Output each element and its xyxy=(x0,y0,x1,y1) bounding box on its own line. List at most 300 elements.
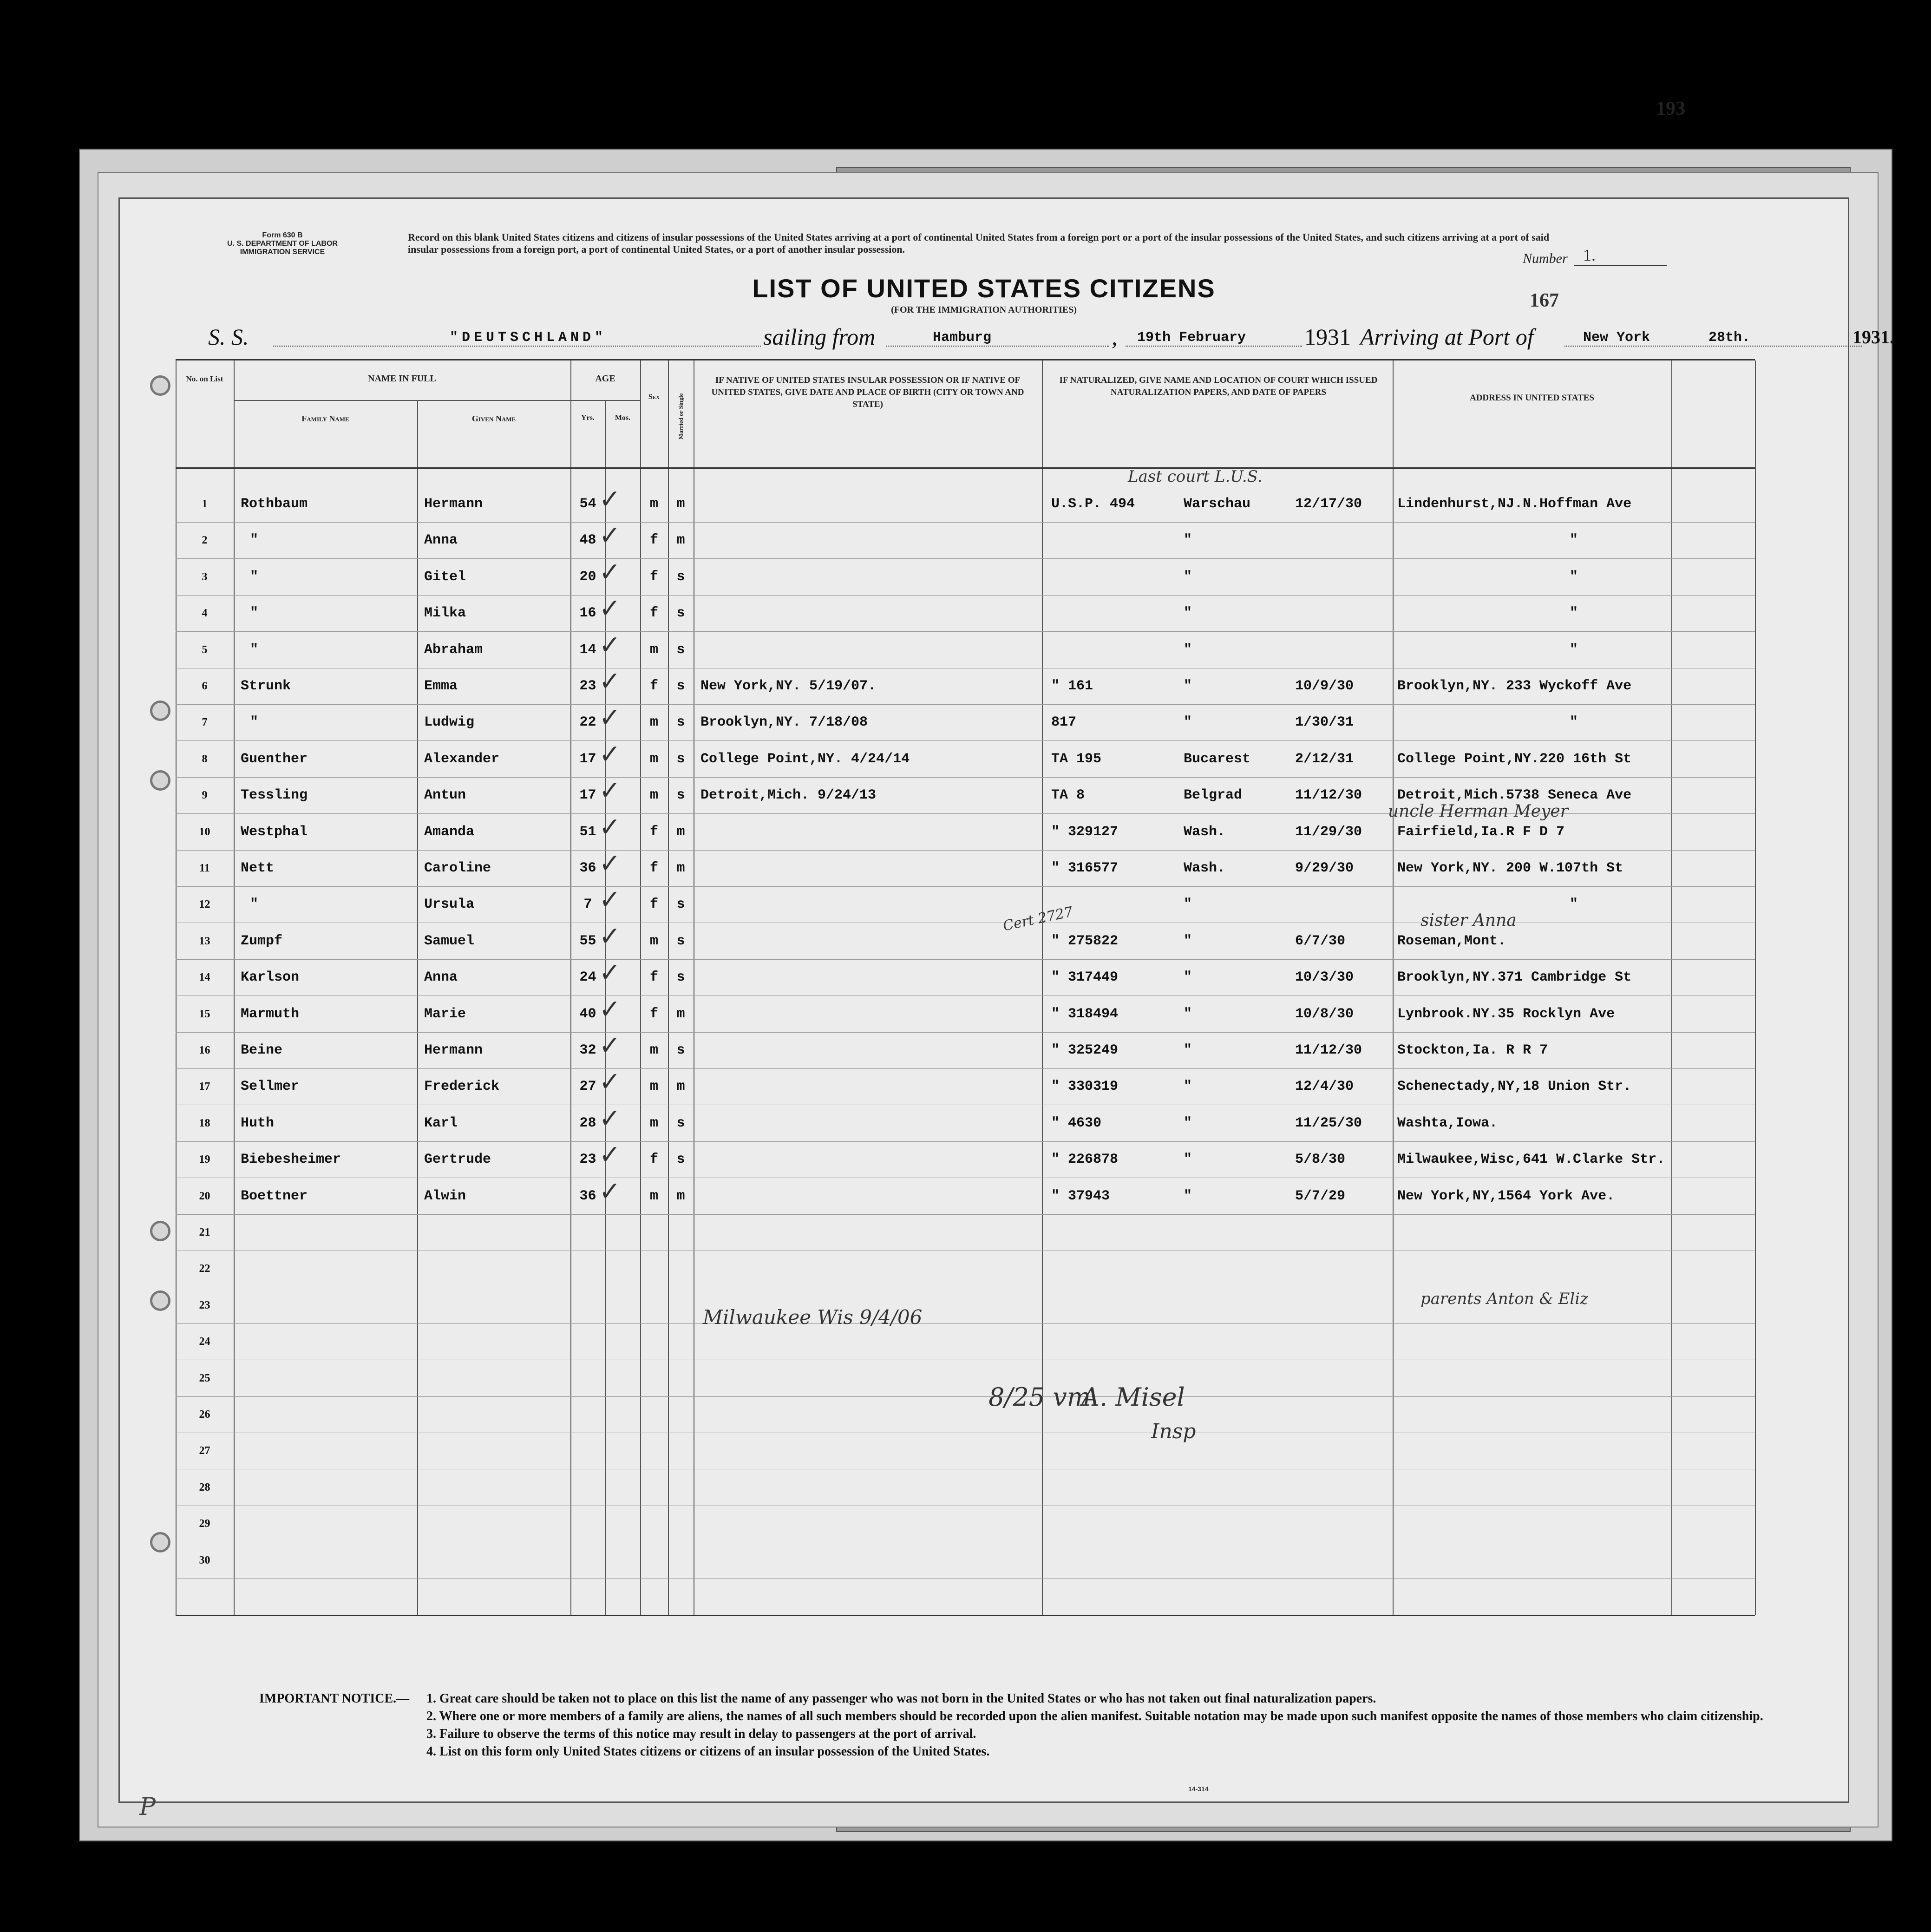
cell-family: Huth xyxy=(241,1115,275,1131)
cell-ms: s xyxy=(676,605,685,622)
table-row xyxy=(176,668,1755,705)
cell-given: Anna xyxy=(424,532,458,549)
notice-heading: IMPORTANT NOTICE.— xyxy=(259,1691,410,1706)
cell-nat-court: " xyxy=(1184,714,1192,731)
header-naturalized: IF NATURALIZED, GIVE NAME AND LOCATION OF COURT WHICH ISSUED NATURALIZATION PAPERS, AND DATE OF PAPERS xyxy=(1059,375,1378,397)
cell-no: 19 xyxy=(199,1153,210,1166)
header-given-name: Given Name xyxy=(471,414,516,423)
cell-no: 16 xyxy=(199,1044,210,1056)
cell-family: " xyxy=(250,532,259,549)
cell-family: Karlson xyxy=(241,969,300,986)
table-row xyxy=(176,1323,1755,1360)
header-address: ADDRESS IN UNITED STATES xyxy=(1469,393,1594,403)
cell-address: New York,NY,1564 York Ave. xyxy=(1397,1188,1615,1204)
cell-sex: m xyxy=(649,1042,658,1058)
cell-no: 8 xyxy=(202,753,208,765)
check-mark-icon: ✓ xyxy=(601,666,619,700)
cell-address: Schenectady,NY,18 Union Str. xyxy=(1397,1079,1632,1095)
cell-ms: s xyxy=(676,787,685,804)
check-mark-icon: ✓ xyxy=(601,848,619,882)
cell-given: Caroline xyxy=(424,860,491,876)
cell-nat-court: " xyxy=(1184,605,1192,622)
cell-nat-court: Warschau xyxy=(1184,496,1251,512)
cell-birth: Brooklyn,NY. 7/18/08 xyxy=(700,714,868,731)
cell-sex: f xyxy=(649,897,658,913)
cell-no: 5 xyxy=(202,643,208,656)
table-row xyxy=(176,1178,1755,1215)
cell-age: 22 xyxy=(579,714,596,731)
cell-family: Biebesheimer xyxy=(241,1152,341,1168)
cell-nat-cert: " 330319 xyxy=(1051,1079,1119,1095)
cell-given: Gitel xyxy=(424,569,466,585)
cell-no: 12 xyxy=(199,898,210,911)
cell-sex: f xyxy=(649,860,658,876)
margin-mark: P xyxy=(139,1793,156,1821)
punch-hole xyxy=(150,1290,170,1311)
cell-family: Nett xyxy=(241,860,275,876)
cell-nat-court: Wash. xyxy=(1184,824,1226,840)
table-row xyxy=(176,959,1755,996)
cell-no: 1 xyxy=(202,498,208,510)
check-mark-icon: ✓ xyxy=(601,593,619,627)
punch-hole xyxy=(150,701,170,721)
cell-no: 23 xyxy=(199,1299,210,1311)
header-married-single: Married or Single xyxy=(677,393,684,439)
cell-address: Lindenhurst,NJ.N.Hoffman Ave xyxy=(1397,496,1632,512)
ss-label: S. S. xyxy=(208,324,249,350)
cell-no: 13 xyxy=(199,935,210,947)
page-number: 167 xyxy=(1530,290,1559,311)
notice-items xyxy=(426,1690,1774,1761)
cell-no: 4 xyxy=(202,607,208,620)
page-subtitle: (FOR THE IMMIGRATION AUTHORITIES) xyxy=(891,305,1077,315)
cell-age: 36 xyxy=(579,860,596,876)
table-row xyxy=(176,1068,1755,1105)
cell-family: " xyxy=(250,714,259,731)
cell-nat-cert: " 325249 xyxy=(1051,1042,1119,1058)
cell-ms: s xyxy=(676,933,685,949)
margin-page-number: 193 xyxy=(1656,98,1685,119)
cell-sex: f xyxy=(649,569,658,585)
cell-no: 3 xyxy=(202,570,208,583)
notice-item-3: 3. Failure to observe the terms of this notice may result in delay to passengers at the port of arrival. xyxy=(426,1727,976,1741)
cell-given: Gertrude xyxy=(424,1152,491,1168)
cell-family: Beine xyxy=(241,1042,283,1058)
check-mark-icon: ✓ xyxy=(601,1140,619,1173)
cell-no: 2 xyxy=(202,534,208,547)
cell-age: 55 xyxy=(579,933,596,949)
header-mos: Mos. xyxy=(615,414,631,422)
header-sex: Sex xyxy=(648,393,660,401)
cell-no: 7 xyxy=(202,716,208,729)
cell-nat-court: Wash. xyxy=(1184,860,1226,876)
ship-underline xyxy=(273,346,761,347)
cell-family: " xyxy=(250,605,259,622)
cell-age: 27 xyxy=(579,1079,596,1095)
cell-nat-date: 12/4/30 xyxy=(1295,1079,1354,1095)
cell-given: Anna xyxy=(424,969,458,986)
table-row xyxy=(176,1469,1755,1506)
cell-nat-cert: " 37943 xyxy=(1051,1188,1110,1204)
table-row xyxy=(176,1433,1755,1469)
table-row xyxy=(176,886,1755,923)
cell-age: 48 xyxy=(579,532,596,549)
cell-ms: s xyxy=(676,569,685,585)
cell-nat-cert: " 275822 xyxy=(1051,933,1119,949)
cell-sex: m xyxy=(649,496,658,512)
cell-nat-date: 11/29/30 xyxy=(1295,824,1362,840)
cell-sex: f xyxy=(649,1006,658,1022)
cell-no: 17 xyxy=(199,1081,210,1093)
form-code: 14-314 xyxy=(1188,1785,1209,1793)
arrival-port: New York xyxy=(1583,330,1650,346)
cell-family: " xyxy=(250,642,259,658)
cell-ms: m xyxy=(676,496,685,512)
ship-name: "DEUTSCHLAND" xyxy=(450,330,607,346)
cell-family: Rothbaum xyxy=(241,496,308,512)
punch-hole xyxy=(150,1221,170,1241)
cell-nat-cert: " 226878 xyxy=(1051,1152,1119,1168)
sailing-date: 19th February xyxy=(1137,330,1246,346)
check-mark-icon: ✓ xyxy=(601,739,619,773)
cell-nat-date: 10/3/30 xyxy=(1295,969,1354,986)
handwritten-note-row6: uncle Herman Meyer xyxy=(1388,802,1568,821)
cell-nat-cert: " 317449 xyxy=(1051,969,1119,986)
cell-age: 17 xyxy=(579,787,596,804)
cell-age: 28 xyxy=(579,1115,596,1131)
cell-ms: s xyxy=(676,1042,685,1058)
cell-nat-date: 1/30/31 xyxy=(1295,714,1354,731)
table-row xyxy=(176,1396,1755,1433)
cell-age: 23 xyxy=(579,678,596,694)
cell-nat-date: 11/25/30 xyxy=(1295,1115,1362,1131)
cell-nat-date: 12/17/30 xyxy=(1295,496,1362,512)
cell-nat-cert: " 4630 xyxy=(1051,1115,1102,1131)
cell-ms: m xyxy=(676,532,685,549)
cell-no: 11 xyxy=(199,862,210,874)
cell-address: Roseman,Mont. xyxy=(1397,933,1506,949)
cell-address: Washta,Iowa. xyxy=(1397,1115,1498,1131)
cell-nat-cert: " 329127 xyxy=(1051,824,1119,840)
cell-address: " xyxy=(1569,569,1578,585)
cell-sex: m xyxy=(649,642,658,658)
table-row xyxy=(176,629,1755,668)
cell-family: Zumpf xyxy=(241,933,283,949)
cell-nat-court: " xyxy=(1184,1115,1192,1131)
intro-text: Record on this blank United States citizens and citizens of insular possessions of the United States arriving at a port of continental United States from a foreign port or a port of the insular possessions of the United States, and such citizens arriving at a port of said insular possessions from a foreign port, a port of continental United States, or a port of another insular possession. xyxy=(408,231,1550,255)
cell-no: 28 xyxy=(199,1481,210,1493)
cell-family: Guenther xyxy=(241,751,308,767)
inspector-signature-date: 8/25 vm xyxy=(988,1382,1091,1412)
cell-nat-cert: TA 8 xyxy=(1051,787,1085,804)
cell-given: Ludwig xyxy=(424,714,475,731)
cell-no: 24 xyxy=(199,1336,210,1348)
cell-address: " xyxy=(1569,642,1578,658)
cell-birth: New York,NY. 5/19/07. xyxy=(700,678,877,694)
cell-no: 20 xyxy=(199,1190,210,1202)
cell-address: Detroit,Mich.5738 Seneca Ave xyxy=(1397,787,1632,804)
cell-ms: s xyxy=(676,1115,685,1131)
cell-nat-date: 2/12/31 xyxy=(1295,751,1354,767)
cell-age: 20 xyxy=(579,569,596,585)
cell-nat-court: " xyxy=(1184,969,1192,986)
cell-sex: m xyxy=(649,1079,658,1095)
check-mark-icon: ✓ xyxy=(601,484,619,517)
cell-given: Antun xyxy=(424,787,466,804)
passenger-table xyxy=(176,359,1755,1616)
cell-ms: s xyxy=(676,678,685,694)
punch-hole xyxy=(150,1532,170,1552)
cell-given: Hermann xyxy=(424,1042,483,1058)
cell-nat-date: 10/9/30 xyxy=(1295,678,1354,694)
check-mark-icon: ✓ xyxy=(601,884,619,918)
cell-family: Westphal xyxy=(241,824,308,840)
check-mark-icon: ✓ xyxy=(601,1176,619,1210)
table-row xyxy=(176,923,1755,960)
table-row xyxy=(176,1214,1755,1251)
check-mark-icon: ✓ xyxy=(601,629,619,663)
handwritten-note-row8: sister Anna xyxy=(1420,911,1517,930)
number-label: Number xyxy=(1523,251,1568,266)
cell-age: 7 xyxy=(583,897,592,913)
table-row xyxy=(176,996,1755,1033)
cell-sex: f xyxy=(649,605,658,622)
cell-family: " xyxy=(250,897,259,913)
cell-given: Amanda xyxy=(424,824,475,840)
cell-given: Milka xyxy=(424,605,466,622)
punch-hole xyxy=(150,375,170,396)
arrival-year: 1931. xyxy=(1852,327,1894,347)
cell-sex: m xyxy=(649,787,658,804)
header-family-name: Family Name xyxy=(301,414,349,423)
cell-address: Fairfield,Ia.R F D 7 xyxy=(1397,824,1565,840)
check-mark-icon: ✓ xyxy=(601,1103,619,1137)
cell-age: 51 xyxy=(579,824,596,840)
notice-item-4: 4. List on this form only United States citizens or citizens of an insular possession of the United States. xyxy=(426,1744,990,1759)
handwritten-note-row1: Last court L.U.S. xyxy=(1128,467,1263,486)
cell-no: 9 xyxy=(202,789,208,802)
cell-no: 27 xyxy=(199,1445,210,1457)
table-row xyxy=(176,1141,1755,1178)
voyage-line: S. S. "DEUTSCHLAND" sailing from Hamburg , 19th February 1931 Arriving at Port of New York 28th. 1931. xyxy=(208,324,1894,350)
cell-sex: f xyxy=(649,532,658,549)
cell-given: Emma xyxy=(424,678,458,694)
cell-family: Boettner xyxy=(241,1188,308,1204)
cell-nat-cert: " 316577 xyxy=(1051,860,1119,876)
table-row xyxy=(176,704,1755,741)
cell-nat-cert: " 318494 xyxy=(1051,1006,1119,1022)
cell-no: 25 xyxy=(199,1372,210,1384)
header-birth: IF NATIVE OF UNITED STATES INSULAR POSSESSION OR IF NATIVE OF UNITED STATES, GIVE DATE AND PLACE OF BIRTH (CITY OR TOWN AND STATE) xyxy=(711,375,1024,409)
cell-given: Alwin xyxy=(424,1188,466,1204)
cell-nat-court: " xyxy=(1184,933,1192,949)
header-yrs: Yrs. xyxy=(581,414,595,422)
handwritten-birth-row19: Milwaukee Wis 9/4/06 xyxy=(703,1306,923,1329)
check-mark-icon: ✓ xyxy=(601,921,619,955)
cell-sex: f xyxy=(649,1152,658,1168)
sailing-underline xyxy=(886,346,1109,347)
check-mark-icon: ✓ xyxy=(601,1030,619,1064)
table-row xyxy=(176,741,1755,778)
cell-no: 10 xyxy=(199,825,210,838)
citizen-list-sheet xyxy=(118,197,1894,1803)
table-row xyxy=(176,1542,1755,1579)
cell-nat-cert: U.S.P. 494 xyxy=(1051,496,1135,512)
table-row xyxy=(176,1105,1755,1142)
cell-given: Frederick xyxy=(424,1079,500,1095)
cell-address: Milwaukee,Wisc,641 W.Clarke Str. xyxy=(1397,1152,1665,1168)
cell-birth: Detroit,Mich. 9/24/13 xyxy=(700,787,877,804)
cell-no: 14 xyxy=(199,971,210,984)
sailing-port: Hamburg xyxy=(933,330,992,346)
cell-given: Ursula xyxy=(424,897,475,913)
table-row xyxy=(176,850,1755,887)
cell-nat-date: 11/12/30 xyxy=(1295,787,1362,804)
cell-address: Lynbrook.NY.35 Rocklyn Ave xyxy=(1397,1006,1615,1022)
cell-given: Marie xyxy=(424,1006,466,1022)
check-mark-icon: ✓ xyxy=(601,520,619,554)
cell-no: 15 xyxy=(199,1008,210,1020)
cell-nat-court: " xyxy=(1184,1079,1192,1095)
cell-given: Alexander xyxy=(424,751,500,767)
cell-nat-court: " xyxy=(1184,569,1192,585)
cell-family: Tessling xyxy=(241,787,308,804)
check-mark-icon: ✓ xyxy=(601,775,619,809)
cell-ms: s xyxy=(676,714,685,731)
cell-nat-date: 11/12/30 xyxy=(1295,1042,1362,1058)
cell-address: College Point,NY.220 16th St xyxy=(1397,751,1632,767)
cell-address: " xyxy=(1569,605,1578,622)
cell-nat-date: 6/7/30 xyxy=(1295,933,1346,949)
cell-address: " xyxy=(1569,714,1578,731)
table-row xyxy=(176,1506,1755,1542)
table-row xyxy=(176,1251,1755,1287)
cell-given: Karl xyxy=(424,1115,458,1131)
cell-age: 54 xyxy=(579,496,596,512)
cell-sex: m xyxy=(649,751,658,767)
cell-nat-cert: TA 195 xyxy=(1051,751,1102,767)
check-mark-icon: ✓ xyxy=(601,957,619,991)
cell-nat-date: 5/7/29 xyxy=(1295,1188,1346,1204)
cell-nat-court: " xyxy=(1184,642,1192,658)
cell-age: 14 xyxy=(579,642,596,658)
cell-ms: s xyxy=(676,751,685,767)
cell-ms: m xyxy=(676,1079,685,1095)
header-name-in-full: NAME IN FULL xyxy=(368,373,436,384)
sailing-from-label: sailing from xyxy=(763,324,876,350)
check-mark-icon: ✓ xyxy=(601,1067,619,1100)
cell-nat-cert: " 161 xyxy=(1051,678,1093,694)
form-id: Form 630 B U. S. DEPARTMENT OF LABOR IMMIGRATION SERVICE xyxy=(227,231,338,256)
cell-address: " xyxy=(1569,897,1578,913)
cell-ms: m xyxy=(676,824,685,840)
cell-sex: m xyxy=(649,933,658,949)
page-title: LIST OF UNITED STATES CITIZENS xyxy=(752,274,1216,303)
cell-age: 40 xyxy=(579,1006,596,1022)
cell-nat-court: " xyxy=(1184,897,1192,913)
cell-nat-court: Bucarest xyxy=(1184,751,1251,767)
table-row xyxy=(176,486,1755,523)
cell-nat-court: " xyxy=(1184,678,1192,694)
cell-sex: f xyxy=(649,678,658,694)
cell-given: Hermann xyxy=(424,496,483,512)
notice-item-2: 2. Where one or more members of a family are aliens, the names of all such members should be recorded upon the alien manifest. Suitable notation may be made upon such manifest opposite the names of those members who claim citizenship. xyxy=(426,1709,1763,1723)
notice-item-1: 1. Great care should be taken not to place on this list the name of any passenger who was not born in the United States or who has not taken out final naturalization papers. xyxy=(426,1691,1376,1706)
cell-age: 32 xyxy=(579,1042,596,1058)
cell-ms: s xyxy=(676,897,685,913)
cell-nat-date: 9/29/30 xyxy=(1295,860,1354,876)
cell-no: 6 xyxy=(202,680,208,692)
cell-no: 18 xyxy=(199,1117,210,1129)
cell-age: 17 xyxy=(579,751,596,767)
cell-nat-court: " xyxy=(1184,1042,1192,1058)
check-mark-icon: ✓ xyxy=(601,557,619,590)
cell-nat-date: 10/8/30 xyxy=(1295,1006,1354,1022)
cell-age: 23 xyxy=(579,1152,596,1168)
cell-age: 24 xyxy=(579,969,596,986)
cell-family: " xyxy=(250,569,259,585)
table-row xyxy=(176,1360,1755,1397)
cell-given: Abraham xyxy=(424,642,483,658)
cell-nat-date: 5/8/30 xyxy=(1295,1152,1346,1168)
arrival-underline xyxy=(1564,346,1862,347)
table-row xyxy=(176,522,1755,559)
cell-sex: f xyxy=(649,824,658,840)
cell-address: New York,NY. 200 W.107th St xyxy=(1397,860,1623,876)
cell-ms: m xyxy=(676,860,685,876)
cell-nat-court: " xyxy=(1184,1188,1192,1204)
cell-family: Marmuth xyxy=(241,1006,300,1022)
cell-ms: s xyxy=(676,969,685,986)
cell-sex: m xyxy=(649,1115,658,1131)
check-mark-icon: ✓ xyxy=(601,702,619,736)
table-row xyxy=(176,559,1755,596)
cell-given: Samuel xyxy=(424,933,475,949)
cell-ms: m xyxy=(676,1006,685,1022)
cell-age: 36 xyxy=(579,1188,596,1204)
cell-ms: s xyxy=(676,642,685,658)
cell-nat-court: " xyxy=(1184,1006,1192,1022)
table-row xyxy=(176,1032,1755,1069)
cell-family: Sellmer xyxy=(241,1079,300,1095)
cell-birth: College Point,NY. 4/24/14 xyxy=(700,751,910,767)
cell-no: 21 xyxy=(199,1226,210,1238)
cell-nat-cert: 817 xyxy=(1051,714,1077,731)
cell-address: " xyxy=(1569,532,1578,549)
cell-nat-court: " xyxy=(1184,1152,1192,1168)
cell-ms: s xyxy=(676,1152,685,1168)
cell-no: 30 xyxy=(199,1554,210,1566)
cell-sex: f xyxy=(649,969,658,986)
number-value: 1. xyxy=(1574,245,1667,266)
cell-nat-court: " xyxy=(1184,532,1192,549)
cell-sex: m xyxy=(649,1188,658,1204)
cell-address: Brooklyn,NY. 233 Wyckoff Ave xyxy=(1397,678,1632,694)
check-mark-icon: ✓ xyxy=(601,812,619,845)
cell-ms: m xyxy=(676,1188,685,1204)
date-underline xyxy=(1126,346,1302,347)
cell-sex: m xyxy=(649,714,658,731)
cell-no: 26 xyxy=(199,1408,210,1421)
cell-address: Stockton,Ia. R R 7 xyxy=(1397,1042,1548,1058)
cell-nat-court: Belgrad xyxy=(1184,787,1243,804)
cell-age: 16 xyxy=(579,605,596,622)
cell-family: Strunk xyxy=(241,678,291,694)
header-no: No. on List xyxy=(186,374,223,383)
arriving-label: Arriving at Port of xyxy=(1360,324,1534,350)
inspector-title: Insp xyxy=(1151,1420,1196,1443)
cell-no: 22 xyxy=(199,1263,210,1275)
